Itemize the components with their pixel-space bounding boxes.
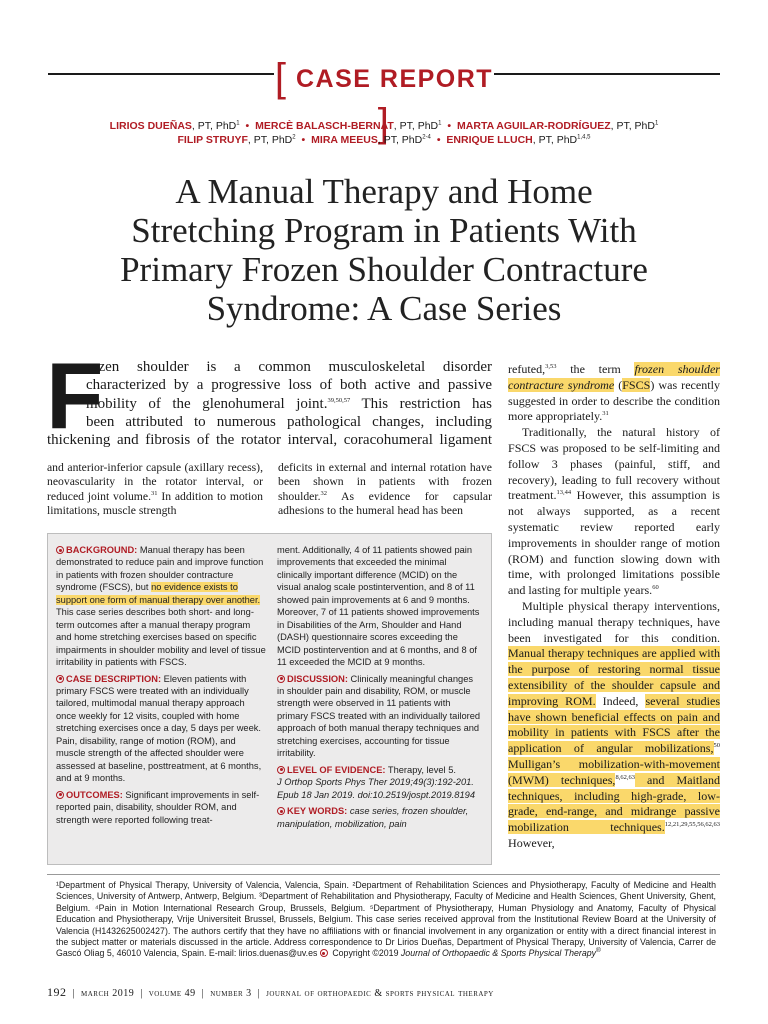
drop-cap: F (46, 343, 104, 448)
bullet-icon (277, 766, 285, 774)
abstract-background: BACKGROUND: Manual therapy has been demonstrated to reduce pain and improve function in patients with frozen shoulder contracture syndrome (FSCS), but no evidence exists to support one form of manual therapy over another. This case series describes both short- and long-term outcomes after a manual therapy program and home stretching exercises based on specific impairments in shoulder mobility and level of tissue irritability in patients with FSCS. (56, 545, 266, 668)
paragraph: Traditionally, the natural history of FSCS was proposed to be self-limiting and follow 3 phases (painful, stiff, and recovery), leading to full recovery without treatment.$^{13,44}$ However, this assumption is not always supported, as a recent systematic review reported early improvements in shoulder range of motion (ROM) and function slowing down with time, with prolonged limitations possible and lasting for multiple years.$^{60}$ (508, 425, 720, 598)
abstract-column-left (56, 544, 266, 826)
intro-line-5: thickening and fibrosis of the rotator interval, coracohumeral ligament (47, 432, 492, 448)
affiliation-footnote: ¹Department of Physical Therapy, University of Valencia, Valencia, Spain. ²Department of Rehabilitation Sciences and Physiotherapy, Faculty of Medicine and Health Sciences, University of Antwerp, Antwerp, Belgium. ³Department of Rehabilitation and Physiotherapy, Faculty of Medicine and Health Sciences, Ghent University, Ghent, Belgium. ⁴Pain in Motion International Research Group, Brussels, Belgium. ⁵Department of Physiotherapy, Human Physiology and Anatomy, Faculty of Physical Education and Physiotherapy, Vrije Universiteit Brussel, Brussels, Belgium. This case series received approval from the Institutional Review Board at the University of Valencia (H1432625002427). The authors certify that they have no affiliations with or financial involvement in any organization or entity with a direct financial interest in the subject matter or materials discussed in the article. Address correspondence to Dr Lirios Dueñas, Department of Physical Therapy, University of Valencia, Carrer de Gascó Oliag 5, 46010 Valencia, Spain. E-mail: lirios.duenas@uv.es Copyright ©2019 Journal of Orthopaedic & Sports Physical Therapy® (56, 880, 716, 959)
highlighted-text: frozen shoulder contracture syndrome (508, 362, 720, 392)
abstract-outcomes-cont: ment. Additionally, 4 of 11 patients showed pain improvements that exceeded the minimal clinically important difference (MCID) on the visual analog scale postintervention, and 8 of 11 showed pain improvements at 6 and 9 months. Moreover, 7 of 11 patients showed improvements in Disabilities of the Arm, Shoulder and Hand (DASH) questionnaire scores exceeding the MCID postintervention and at 6 months, and 8 of 11 exceeded the MCID at 9 months. (277, 545, 480, 668)
body-column-2: deficits in external and internal rotation have been shown in patients with frozen shoulder.$^{32}$ As evidence for capsular adhesions to the humeral head has been (278, 461, 492, 517)
bullet-icon (56, 675, 64, 683)
abstract-discussion: DISCUSSION: Clinically meaningful changes in shoulder pain and disability, ROM, or muscle strength were observed in 11 patients with primary FSCS treated with an individually tailored approach of both manual therapy techniques and stretching exercises, accounting for tissue irritability. (277, 673, 481, 759)
author-line-2: FILIP STRUYF, PT, PhD$^2$ • MIRA MEEUS, PT, PhD$^{2-4}$ • ENRIQUE LLUCH, PT, PhD$^{1,4,5}$ (177, 134, 591, 146)
body-column-1: and anterior-inferior capsule (axillary recess), neovascularity in the rotator interval, or reduced joint volume.$^{31}$ In addition to motion limitations, muscle strength (47, 461, 263, 517)
bullet-icon (277, 807, 285, 815)
author-name: ENRIQUE LLUCH (446, 134, 533, 146)
abstract-level-of-evidence: LEVEL OF EVIDENCE: Therapy, level 5. J Orthop Sports Phys Ther 2019;49(3):192-201. Epub 18 Jan 2019. doi:10.2519/jospt.2019.8194 (277, 764, 482, 801)
page-number: 192 (47, 985, 67, 999)
bracket-left: [ (274, 56, 288, 100)
highlighted-text: FSCS (622, 377, 651, 392)
highlighted-text: no evidence exists to support one form of manual therapy over another. (56, 582, 261, 605)
section-title: CASE REPORT (295, 65, 494, 93)
page-footer: 192 | march 2019 | volume 49 | number 3 | journal of orthopaedic & sports physical therapy (47, 985, 494, 999)
highlighted-text: Manual therapy techniques are applied with the purpose of restoring normal tissue extensibility of the shoulder capsule and improving ROM. (508, 646, 720, 708)
footnote-rule (47, 874, 720, 875)
body-column-3 (508, 362, 720, 852)
author-name: MIRA MEEUS (311, 134, 378, 146)
intro-paragraph: rozen shoulder is a common musculoskeletal disorder characterized by a progressive loss of both active and passive mobility of the glenohumeral joint.$^{39,50,57}$ This restriction has been attributed to numerous pathological changes, including (86, 359, 492, 430)
author-name: MARTA AGUILAR-RODRÍGUEZ (457, 120, 611, 132)
bullet-icon (277, 675, 285, 683)
header-rule-right (494, 73, 720, 75)
bullet-icon (56, 791, 64, 799)
author-list (40, 120, 728, 146)
author-name: MERCÈ BALASCH-BERNAT (255, 120, 394, 132)
author-name: LIRIOS DUEÑAS (109, 120, 192, 132)
highlighted-text: and Maitland techniques, including high-grade, low-grade, end-range, and midrange passive mobilization techniques. (508, 772, 720, 835)
abstract-outcomes: OUTCOMES: Significant improvements in self-reported pain, disability, shoulder ROM, and strength were reported following treat- (56, 789, 260, 825)
highlighted-text: Mulligan’s mobilization-with-movement (MWM) techniques, (508, 756, 720, 787)
copyright-bullet-icon (320, 949, 328, 957)
article-title: A Manual Therapy and Home Stretching Program in Patients With Primary Frozen Shoulder Contracture Syndrome: A Case Series (120, 172, 648, 328)
abstract-column-right (277, 544, 482, 830)
highlighted-text: several studies have shown beneficial effects on pain and mobility in patients with FSCS after the application of angular mobilizations, (508, 693, 721, 756)
bullet-icon (56, 546, 64, 554)
bracket-right: ] (377, 101, 391, 145)
outcomes-text: Significant improvements in self-reported pain, disability, shoulder ROM, and strength were reported following treat- (56, 789, 260, 825)
paragraph: refuted,$^{3,53}$ the term frozen shoulder contracture syndrome (FSCS) was recently suggested in order to describe the condition more appropriately.$^{31}$ (508, 362, 720, 424)
paragraph: Multiple physical therapy interventions, including manual therapy techniques, have been investigated for this condition. Manual therapy techniques are applied with the purpose of restoring normal tissue extensibility of the shoulder capsule and improving ROM. Indeed, several studies have shown beneficial effects on pain and mobility in patients with FSCS after the application of angular mobilizations,$^{50}$ Mulligan’s mobilization-with-movement (MWM) techniques,$^{8,62,63}$ and Maitland techniques, including high-grade, low-grade, end-range, and midrange passive mobilization techniques.$^{12,21,29,55,56,62,63}$ However, (508, 598, 721, 850)
abstract-keywords: KEY WORDS: case series, frozen shoulder, manipulation, mobilization, pain (277, 806, 469, 829)
author-line-1: LIRIOS DUEÑAS, PT, PhD$^1$ • MERCÈ BALASCH-BERNAT, PT, PhD$^1$ • MARTA AGUILAR-RODRÍGUEZ, PT, PhD$^1$ (109, 120, 659, 132)
journal-name: journal of orthopaedic & sports physical therapy (266, 988, 494, 999)
author-name: FILIP STRUYF (177, 134, 248, 146)
abstract-case-description: CASE DESCRIPTION: Eleven patients with primary FSCS were treated with an individually tailored, multimodal manual therapy approach once weekly for 12 visits, coupled with home stretching exercises once a day, 5 days per week. Pain, disability, range of motion (ROM), and muscle strength of the affected shoulder were assessed at baseline, posttreatment, at 6 months, and at 9 months. (56, 673, 262, 784)
header-rule-left (48, 73, 274, 75)
citation: J Orthop Sports Phys Ther 2019;49(3):192-201. Epub 18 Jan 2019. doi:10.2519/jospt.2019.8194 (277, 777, 475, 800)
